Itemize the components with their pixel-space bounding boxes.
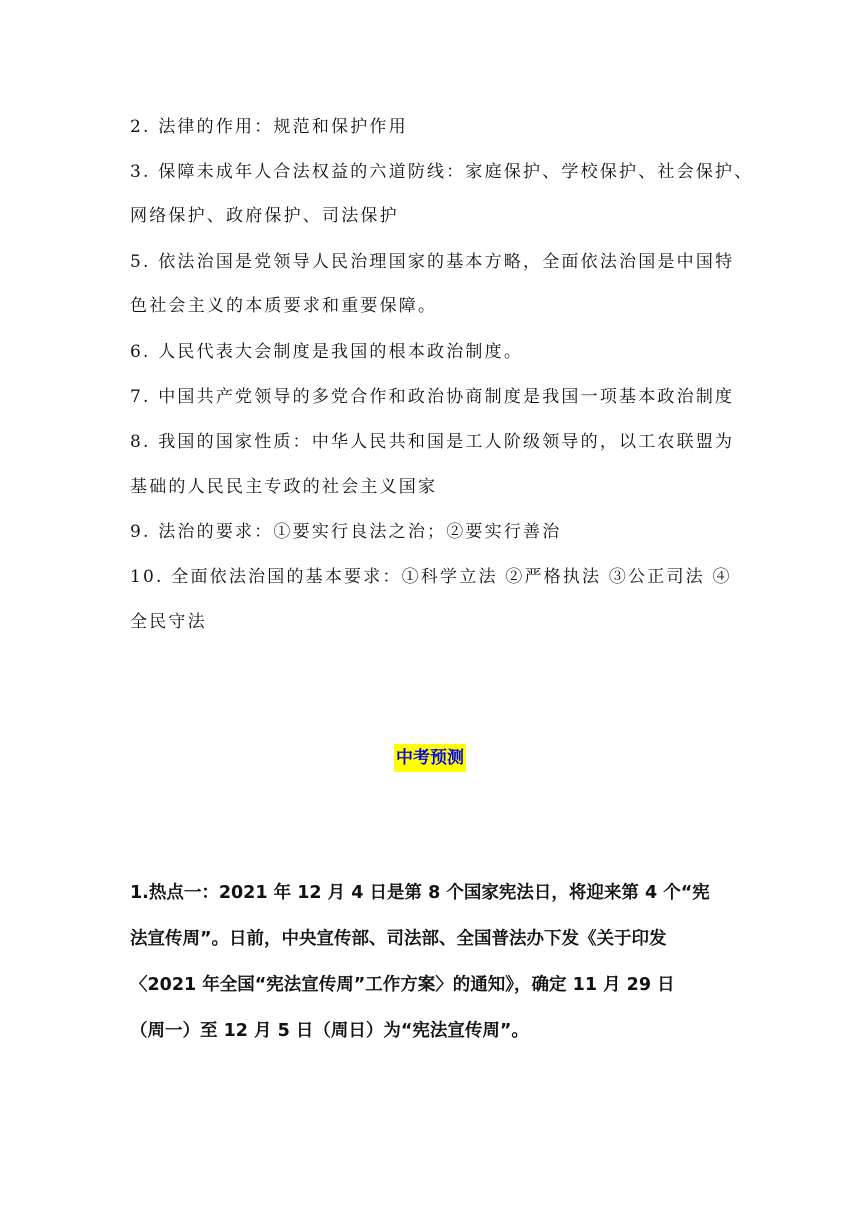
list-item: 全民守法 <box>130 612 207 632</box>
hotspot-line: （周一）至 12 月 5 日（周日）为“宪法宣传周”。 <box>130 1021 529 1041</box>
hotspot-line: 法宣传周”。日前，中央宣传部、司法部、全国普法办下发《关于印发 <box>130 929 667 949</box>
list-item: 3. 保障未成年人合法权益的六道防线：家庭保护、学校保护、社会保护、 <box>130 162 754 182</box>
section-heading: 中考预测 <box>394 744 466 772</box>
list-item: 6. 人民代表大会制度是我国的根本政治制度。 <box>130 342 524 362</box>
list-item: 5. 依法治国是党领导人民治理国家的基本方略，全面依法治国是中国特 <box>130 252 735 272</box>
list-item: 8. 我国的国家性质：中华人民共和国是工人阶级领导的，以工农联盟为 <box>130 432 735 452</box>
list-item: 网络保护、政府保护、司法保护 <box>130 206 399 226</box>
list-item: 色社会主义的本质要求和重要保障。 <box>130 296 438 316</box>
hotspot-line: 〈2021 年全国“宪法宣传周”工作方案〉的通知》，确定 11 月 29 日 <box>130 975 675 995</box>
list-item: 9. 法治的要求：①要实行良法之治；②要实行善治 <box>130 522 562 542</box>
hotspot-line: 1.热点一：2021 年 12 月 4 日是第 8 个国家宪法日，将迎来第 4 个“宪 <box>130 883 710 903</box>
list-item: 2. 法律的作用：规范和保护作用 <box>130 117 408 137</box>
list-item: 7. 中国共产党领导的多党合作和政治协商制度是我国一项基本政治制度 <box>130 387 735 407</box>
section-heading-wrap <box>0 744 860 772</box>
list-item: 10. 全面依法治国的基本要求：①科学立法 ②严格执法 ③公正司法 ④ <box>130 567 732 587</box>
list-item: 基础的人民民主专政的社会主义国家 <box>130 477 438 497</box>
